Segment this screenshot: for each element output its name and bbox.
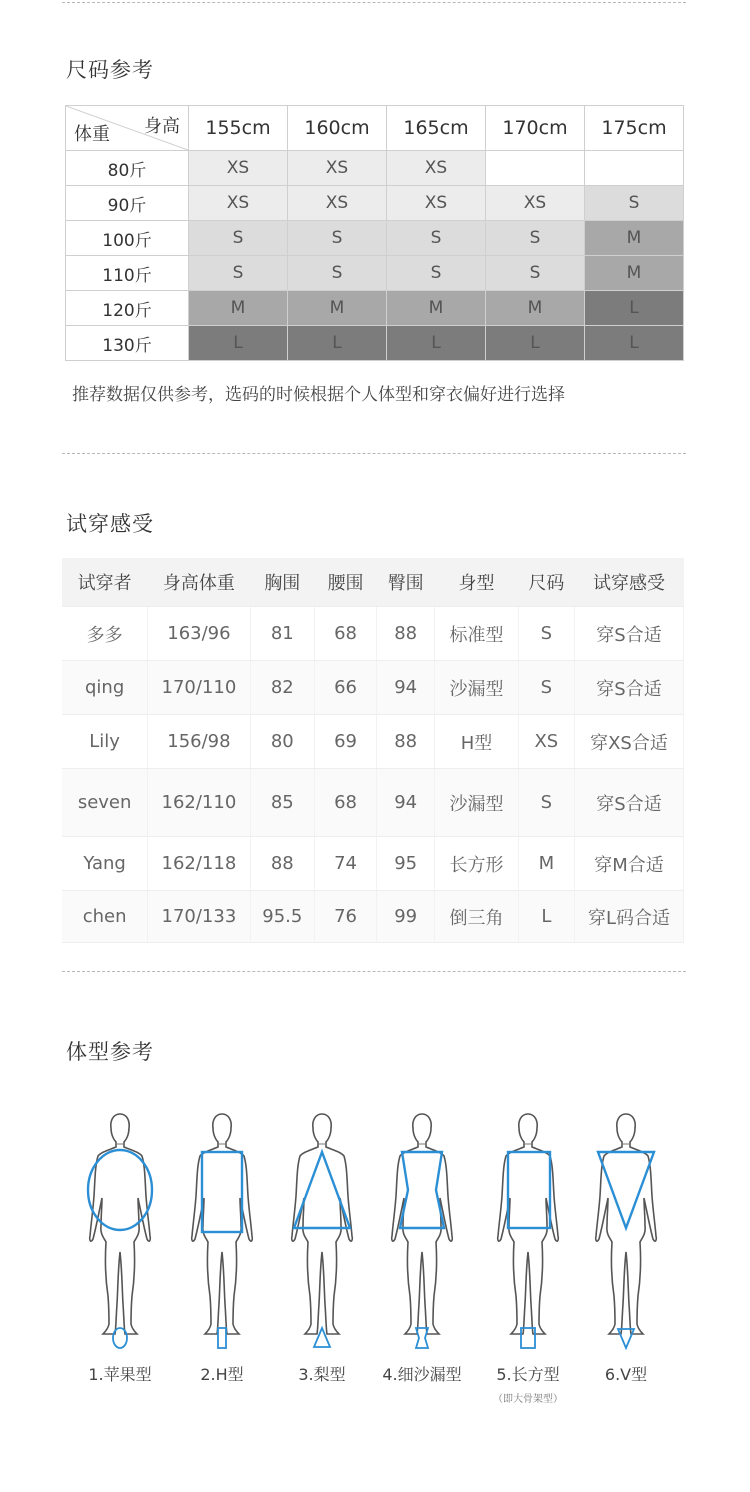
size-cell: M	[486, 291, 585, 326]
body-type-v	[576, 1100, 676, 1400]
table-cell: 81	[250, 607, 314, 661]
column-header: 臀围	[377, 558, 435, 607]
table-cell: 82	[250, 661, 314, 715]
size-cell: M	[189, 291, 288, 326]
female-figure-icon	[478, 1100, 578, 1360]
height-header: 170cm	[486, 106, 585, 151]
table-cell: 162/110	[148, 769, 250, 837]
column-header: 身型	[435, 558, 518, 607]
table-cell: 穿S合适	[574, 607, 683, 661]
body-silhouette	[292, 1114, 353, 1334]
table-cell: 80	[250, 715, 314, 769]
table-row	[62, 837, 684, 891]
size-cell: XS	[486, 186, 585, 221]
size-cell: S	[387, 256, 486, 291]
body-type-sublabel: （即大骨架型）	[493, 1394, 563, 1405]
table-row	[62, 607, 684, 661]
table-cell: qing	[62, 661, 148, 715]
table-cell: XS	[518, 715, 574, 769]
table-cell: M	[518, 837, 574, 891]
section-divider	[62, 971, 686, 972]
table-cell: 170/110	[148, 661, 250, 715]
table-cell: seven	[62, 769, 148, 837]
weight-label: 100斤	[66, 221, 189, 256]
size-chart-table	[65, 105, 684, 361]
column-header: 尺码	[518, 558, 574, 607]
table-cell: 88	[377, 607, 435, 661]
body-type-h	[172, 1100, 272, 1400]
table-cell: 多多	[62, 607, 148, 661]
size-cell: S	[387, 221, 486, 256]
table-cell: 穿S合适	[574, 769, 683, 837]
body-silhouette	[596, 1114, 657, 1334]
weight-label: 130斤	[66, 326, 189, 361]
body-type-label: 5.长方型	[496, 1365, 560, 1384]
size-cell: M	[585, 221, 684, 256]
female-figure-icon	[70, 1100, 170, 1360]
body-type-hourglass	[372, 1100, 472, 1400]
height-axis-label: 身高	[144, 116, 180, 137]
table-cell: S	[518, 607, 574, 661]
size-cell: S	[189, 221, 288, 256]
top-divider	[62, 2, 686, 3]
height-header: 155cm	[189, 106, 288, 151]
try-on-table	[62, 558, 684, 943]
table-cell: 66	[315, 661, 377, 715]
body-type-label: 1.苹果型	[88, 1365, 152, 1384]
height-header: 165cm	[387, 106, 486, 151]
size-cell: S	[288, 256, 387, 291]
female-figure-icon	[172, 1100, 272, 1360]
size-cell: S	[288, 221, 387, 256]
size-cell: M	[288, 291, 387, 326]
table-cell: 穿XS合适	[574, 715, 683, 769]
size-cell: XS	[189, 151, 288, 186]
table-cell: 162/118	[148, 837, 250, 891]
body-type-figures	[62, 1100, 686, 1405]
table-cell: 94	[377, 769, 435, 837]
height-header: 175cm	[585, 106, 684, 151]
table-row	[62, 715, 684, 769]
try-section-title: 试穿感受	[66, 512, 154, 536]
size-cell: S	[585, 186, 684, 221]
size-cell: L	[189, 326, 288, 361]
size-cell: L	[486, 326, 585, 361]
table-cell: Lily	[62, 715, 148, 769]
size-note: 推荐数据仅供参考，选码的时候根据个人体型和穿衣偏好进行选择	[72, 385, 565, 405]
table-cell: 沙漏型	[435, 661, 518, 715]
size-cell: XS	[387, 151, 486, 186]
table-cell: 163/96	[148, 607, 250, 661]
table-cell: L	[518, 891, 574, 943]
body-type-label: 2.H型	[200, 1365, 244, 1384]
size-cell: XS	[189, 186, 288, 221]
column-header: 腰围	[315, 558, 377, 607]
size-cell: XS	[288, 186, 387, 221]
section-divider	[62, 453, 686, 454]
size-cell: M	[387, 291, 486, 326]
table-cell: 标准型	[435, 607, 518, 661]
weight-label: 110斤	[66, 256, 189, 291]
table-cell: 76	[315, 891, 377, 943]
table-cell: 95	[377, 837, 435, 891]
table-row	[62, 769, 684, 837]
table-cell: S	[518, 769, 574, 837]
body-type-label: 6.V型	[604, 1365, 648, 1384]
column-header: 胸围	[250, 558, 314, 607]
body-section-title: 体型参考	[66, 1040, 154, 1064]
table-cell: 95.5	[250, 891, 314, 943]
column-header: 身高体重	[148, 558, 250, 607]
table-cell: 68	[315, 607, 377, 661]
table-cell: 沙漏型	[435, 769, 518, 837]
table-cell: 94	[377, 661, 435, 715]
female-figure-icon	[372, 1100, 472, 1360]
table-cell: chen	[62, 891, 148, 943]
shape-icon	[218, 1328, 226, 1348]
size-section-title: 尺码参考	[66, 58, 154, 82]
height-header: 160cm	[288, 106, 387, 151]
table-cell: 68	[315, 769, 377, 837]
column-header: 试穿者	[62, 558, 148, 607]
table-cell: 85	[250, 769, 314, 837]
female-figure-icon	[576, 1100, 676, 1360]
weight-axis-label: 体重	[74, 124, 110, 145]
female-figure-icon	[272, 1100, 372, 1360]
table-cell: Yang	[62, 837, 148, 891]
weight-label: 80斤	[66, 151, 189, 186]
table-cell: 74	[315, 837, 377, 891]
column-header: 试穿感受	[574, 558, 683, 607]
body-silhouette	[90, 1114, 151, 1334]
body-type-label: 3.梨型	[298, 1365, 346, 1384]
table-row	[62, 891, 684, 943]
size-cell: L	[585, 326, 684, 361]
size-cell: L	[585, 291, 684, 326]
table-cell: 99	[377, 891, 435, 943]
table-cell: 长方形	[435, 837, 518, 891]
table-cell: 156/98	[148, 715, 250, 769]
weight-label: 90斤	[66, 186, 189, 221]
size-cell: XS	[288, 151, 387, 186]
table-cell: 170/133	[148, 891, 250, 943]
shape-icon	[113, 1328, 127, 1348]
size-cell	[585, 151, 684, 186]
table-cell: S	[518, 661, 574, 715]
size-table-corner	[66, 106, 189, 151]
body-type-apple	[70, 1100, 170, 1400]
size-cell: S	[189, 256, 288, 291]
table-row	[62, 661, 684, 715]
size-cell: S	[486, 256, 585, 291]
size-cell: L	[288, 326, 387, 361]
size-cell: S	[486, 221, 585, 256]
size-cell: XS	[387, 186, 486, 221]
body-type-rectangle	[478, 1100, 578, 1405]
table-cell: 穿M合适	[574, 837, 683, 891]
weight-label: 120斤	[66, 291, 189, 326]
size-cell: L	[387, 326, 486, 361]
table-cell: 69	[315, 715, 377, 769]
size-cell	[486, 151, 585, 186]
table-cell: 倒三角	[435, 891, 518, 943]
try-table-header	[62, 558, 684, 607]
table-cell: 88	[377, 715, 435, 769]
table-cell: 穿S合适	[574, 661, 683, 715]
size-cell: M	[585, 256, 684, 291]
body-type-label: 4.细沙漏型	[382, 1365, 462, 1384]
table-cell: 88	[250, 837, 314, 891]
table-cell: H型	[435, 715, 518, 769]
body-type-pear	[272, 1100, 372, 1400]
shape-icon	[416, 1328, 428, 1348]
table-cell: 穿L码合适	[574, 891, 683, 943]
